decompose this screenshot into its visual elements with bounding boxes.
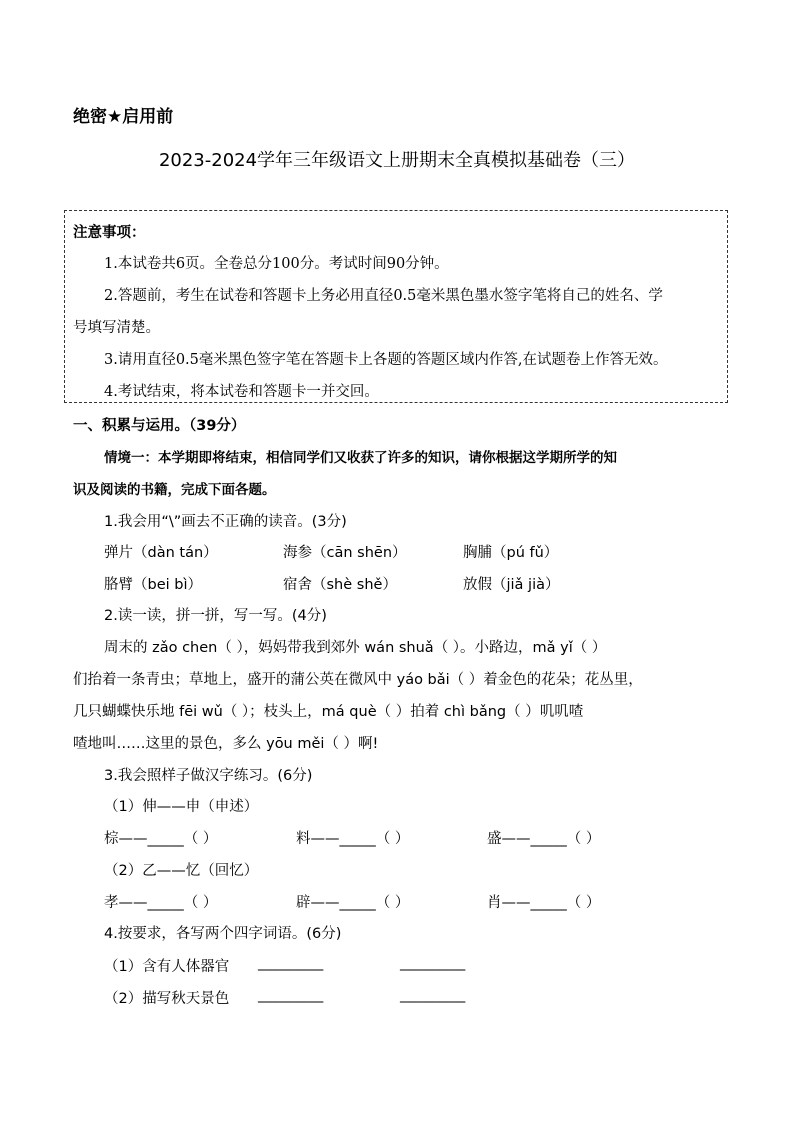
scenario-line-2: 识及阅读的书籍，完成下面各题。 <box>73 482 276 498</box>
q3-sub2-example: （2）乙——忆（回忆） <box>104 863 259 879</box>
q3-sub1-example: （1）伸——申（申述） <box>104 799 259 815</box>
q4-blank: _________ <box>258 987 324 1003</box>
q1-prompt: 1.我会用“\”画去不正确的读音。(3分) <box>104 514 347 530</box>
q1-item: 宿舍（shè shě） <box>283 577 397 593</box>
notice-item-2: 2.答题前，考生在试卷和答题卡上务必用直径0.5毫米黑色墨水签字笔将自己的姓名、学 <box>104 288 663 304</box>
notice-item-4: 4.考试结束，将本试卷和答题卡一并交回。 <box>104 384 379 400</box>
q1-item: 胳臂（bei bì） <box>104 577 202 593</box>
section-heading: 一、积累与运用。（39分） <box>73 418 246 434</box>
exam-title: 2023-2024学年三年级语文上册期末全真模拟基础卷（三） <box>158 150 636 171</box>
q3-prompt: 3.我会照样子做汉字练习。(6分) <box>104 768 313 784</box>
q3-item: 棕——_____（ ） <box>104 831 218 847</box>
q3-item: 辟——_____（ ） <box>296 895 410 911</box>
q2-line-2: 们抬着一条青虫；草地上，盛开的蒲公英在微风中 yáo bǎi（ ）着金色的花朵；花丛里， <box>73 672 643 688</box>
q2-line-1: 周末的 zǎo chen（ ），妈妈带我到郊外 wán shuǎ（ ）。小路边，mǎ yǐ（ ） <box>104 640 607 656</box>
q2-line-3: 几只蝴蝶快乐地 fēi wǔ（ ）；枝头上，má què（ ）拍着 chì bǎng（ ）叽叽喳 <box>73 704 584 720</box>
q3-item: 料——_____（ ） <box>296 831 410 847</box>
q4-prompt: 4.按要求，各写两个四字词语。(6分) <box>104 926 342 942</box>
q1-item: 胸脯（pú fǔ） <box>463 545 559 561</box>
q3-item: 肖——_____（ ） <box>487 895 601 911</box>
notice-heading: 注意事项： <box>73 224 146 241</box>
confidential-label: 绝密★启用前 <box>73 107 174 127</box>
q1-item: 海参（cān shēn） <box>283 545 407 561</box>
scenario-line-1: 情境一：本学期即将结束，相信同学们又收获了许多的知识，请你根据这学期所学的知 <box>104 450 617 466</box>
notice-box <box>64 210 728 403</box>
q4-blank: _________ <box>400 955 466 971</box>
q1-item: 放假（jiǎ jià） <box>463 577 560 593</box>
q2-line-4: 喳地叫……这里的景色，多么 yōu měi（ ）啊! <box>73 736 379 752</box>
q1-item: 弹片（dàn tán） <box>104 545 218 561</box>
q3-item: 孝——_____（ ） <box>104 895 218 911</box>
q4-blank: _________ <box>400 987 466 1003</box>
notice-item-1: 1.本试卷共6页。全卷总分100分。考试时间90分钟。 <box>104 256 449 272</box>
q4-sub2-label: （2）描写秋天景色 <box>104 991 230 1007</box>
notice-item-2-cont: 号填写清楚。 <box>73 320 160 336</box>
notice-item-3: 3.请用直径0.5毫米黑色签字笔在答题卡上各题的答题区域内作答,在试题卷上作答无效。 <box>104 352 668 368</box>
q4-blank: _________ <box>258 955 324 971</box>
q2-prompt: 2.读一读，拼一拼，写一写。(4分) <box>104 608 327 624</box>
q3-item: 盛——_____（ ） <box>487 831 601 847</box>
q4-sub1-label: （1）含有人体器官 <box>104 959 230 975</box>
